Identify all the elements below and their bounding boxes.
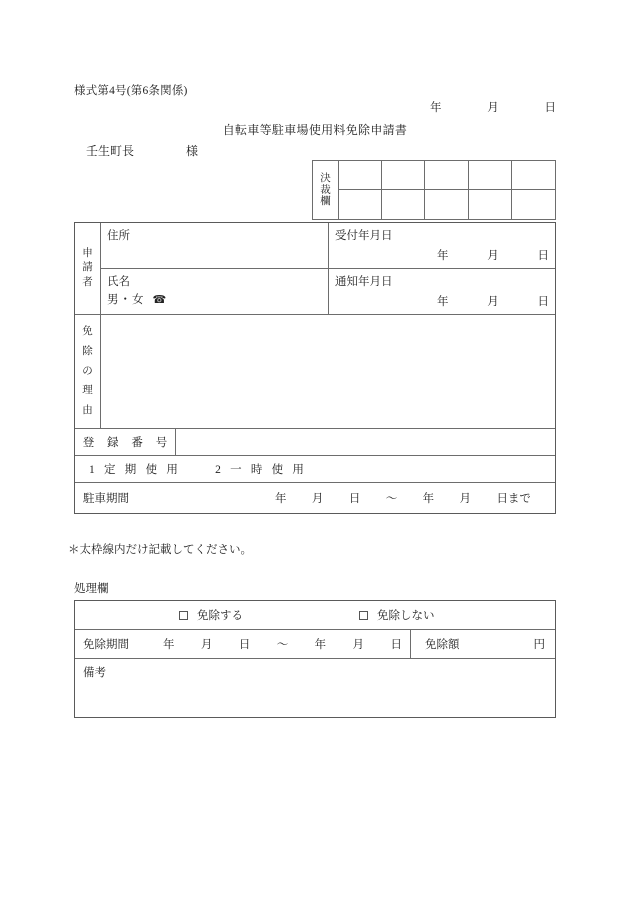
applicant-block <box>75 223 555 315</box>
exemption-deny-label: 免除しない <box>377 610 435 622</box>
name-field[interactable] <box>101 269 329 314</box>
exemption-reason-row <box>75 315 555 429</box>
exemption-period-dates <box>163 636 402 652</box>
registration-number-row <box>75 429 555 456</box>
exemption-to-day: 日 <box>390 639 402 651</box>
telephone-icon: ☎ <box>152 294 167 306</box>
exemption-from-day: 日 <box>238 639 251 651</box>
name-label: 氏名 <box>107 276 130 288</box>
parking-from-day: 日 <box>348 493 361 505</box>
exemption-period-tilde: ～ <box>276 639 289 651</box>
approval-cell[interactable] <box>469 161 512 190</box>
receipt-month: 月 <box>487 250 499 262</box>
processing-section-label: 処理欄 <box>74 583 109 595</box>
parking-period-tilde: ～ <box>385 493 398 505</box>
reason-label-char-4: 理 <box>82 385 93 397</box>
approval-cell[interactable] <box>382 161 425 190</box>
gender-label: 男・女 <box>107 294 145 306</box>
reason-label-char-3: の <box>82 365 93 377</box>
approval-cell[interactable] <box>469 190 512 219</box>
applicant-label-char-3: 者 <box>82 276 93 288</box>
applicant-label-char-1: 申 <box>82 248 93 260</box>
reason-label-char-2: 除 <box>82 345 93 357</box>
exemption-amount-unit: 円 <box>533 639 545 651</box>
usage-option-temporary[interactable]: 2 一 時 使 用 <box>215 464 308 476</box>
application-table <box>74 222 556 514</box>
approval-label-char-3: 欄 <box>320 196 331 208</box>
notice-date-label: 通知年月日 <box>335 276 393 288</box>
remarks-label: 備考 <box>83 667 106 679</box>
approval-cell[interactable] <box>512 161 555 190</box>
exemption-reason-label <box>75 315 101 428</box>
form-note: ＊太枠線内だけ記載してください。 <box>68 544 252 556</box>
remarks-field[interactable] <box>75 659 555 717</box>
applicant-fields <box>101 223 555 315</box>
approval-cell[interactable] <box>382 190 425 219</box>
notice-month: 月 <box>487 296 499 308</box>
approval-cell[interactable] <box>425 161 468 190</box>
submission-date-day: 日 <box>544 102 556 114</box>
exemption-period-row <box>75 630 555 659</box>
usage-option-regular[interactable]: 1 定 期 使 用 <box>89 464 182 476</box>
approval-label-char-1: 決 <box>320 172 331 184</box>
receipt-day: 日 <box>537 250 549 262</box>
receipt-date-label: 受付年月日 <box>335 230 393 242</box>
checkbox-icon[interactable] <box>179 611 188 620</box>
exemption-period-label: 免除期間 <box>83 639 129 651</box>
receipt-date-ymd <box>437 247 549 263</box>
registration-number-label: 登 録 番 号 <box>75 429 176 455</box>
submission-date-month: 月 <box>487 102 499 114</box>
parking-from-month: 月 <box>311 493 324 505</box>
processing-table <box>74 600 556 718</box>
approval-box <box>312 160 556 220</box>
submission-date-year: 年 <box>430 102 442 114</box>
name-row <box>101 269 555 315</box>
receipt-date-field[interactable] <box>329 223 555 268</box>
approval-cell[interactable] <box>339 161 382 190</box>
parking-to-month: 月 <box>459 493 472 505</box>
exemption-decision-row <box>75 601 555 630</box>
applicant-label <box>75 223 101 315</box>
addressee-name: 壬生町長 <box>86 144 135 158</box>
notice-year: 年 <box>437 296 449 308</box>
checkbox-icon[interactable] <box>359 611 368 620</box>
approval-cell[interactable] <box>339 190 382 219</box>
applicant-label-char-2: 請 <box>82 262 93 274</box>
addressee <box>86 142 198 159</box>
parking-period-dates <box>275 490 549 506</box>
exemption-amount-field[interactable] <box>411 630 555 658</box>
submission-date-line <box>430 99 556 115</box>
notice-day: 日 <box>537 296 549 308</box>
exemption-to-month: 月 <box>352 639 365 651</box>
page-title: 自転車等駐車場使用料免除申請書 <box>222 123 408 137</box>
approval-cell[interactable] <box>425 190 468 219</box>
approval-label-char-2: 裁 <box>320 184 331 196</box>
reason-label-char-1: 免 <box>82 325 93 337</box>
exemption-from-year: 年 <box>163 639 175 651</box>
address-row <box>101 223 555 269</box>
approval-box-label <box>313 161 339 219</box>
address-label: 住所 <box>107 230 130 242</box>
parking-period-row[interactable] <box>75 483 555 513</box>
parking-period-label: 駐車期間 <box>83 493 129 505</box>
parking-from-year: 年 <box>275 493 287 505</box>
exemption-approve-checkbox[interactable] <box>179 607 243 623</box>
gender-line[interactable] <box>107 291 322 307</box>
exemption-from-month: 月 <box>200 639 213 651</box>
exemption-period-field[interactable] <box>75 630 411 658</box>
parking-to-year: 年 <box>422 493 435 505</box>
exemption-approve-label: 免除する <box>197 610 243 622</box>
exemption-deny-checkbox[interactable] <box>359 607 435 623</box>
receipt-year: 年 <box>437 250 449 262</box>
exemption-reason-field[interactable] <box>101 315 555 428</box>
exemption-to-year: 年 <box>314 639 327 651</box>
addressee-honorific: 様 <box>186 144 199 158</box>
form-number: 様式第4号(第6条関係) <box>74 85 188 97</box>
parking-to-day: 日まで <box>496 493 531 505</box>
registration-number-field[interactable] <box>176 429 555 455</box>
usage-type-row[interactable] <box>75 456 555 483</box>
address-field[interactable] <box>101 223 329 268</box>
approval-cell[interactable] <box>512 190 555 219</box>
notice-date-field[interactable] <box>329 269 555 314</box>
approval-cells <box>339 161 555 219</box>
notice-date-ymd <box>437 293 549 309</box>
exemption-amount-label: 免除額 <box>425 639 460 651</box>
reason-label-char-5: 由 <box>82 405 93 417</box>
